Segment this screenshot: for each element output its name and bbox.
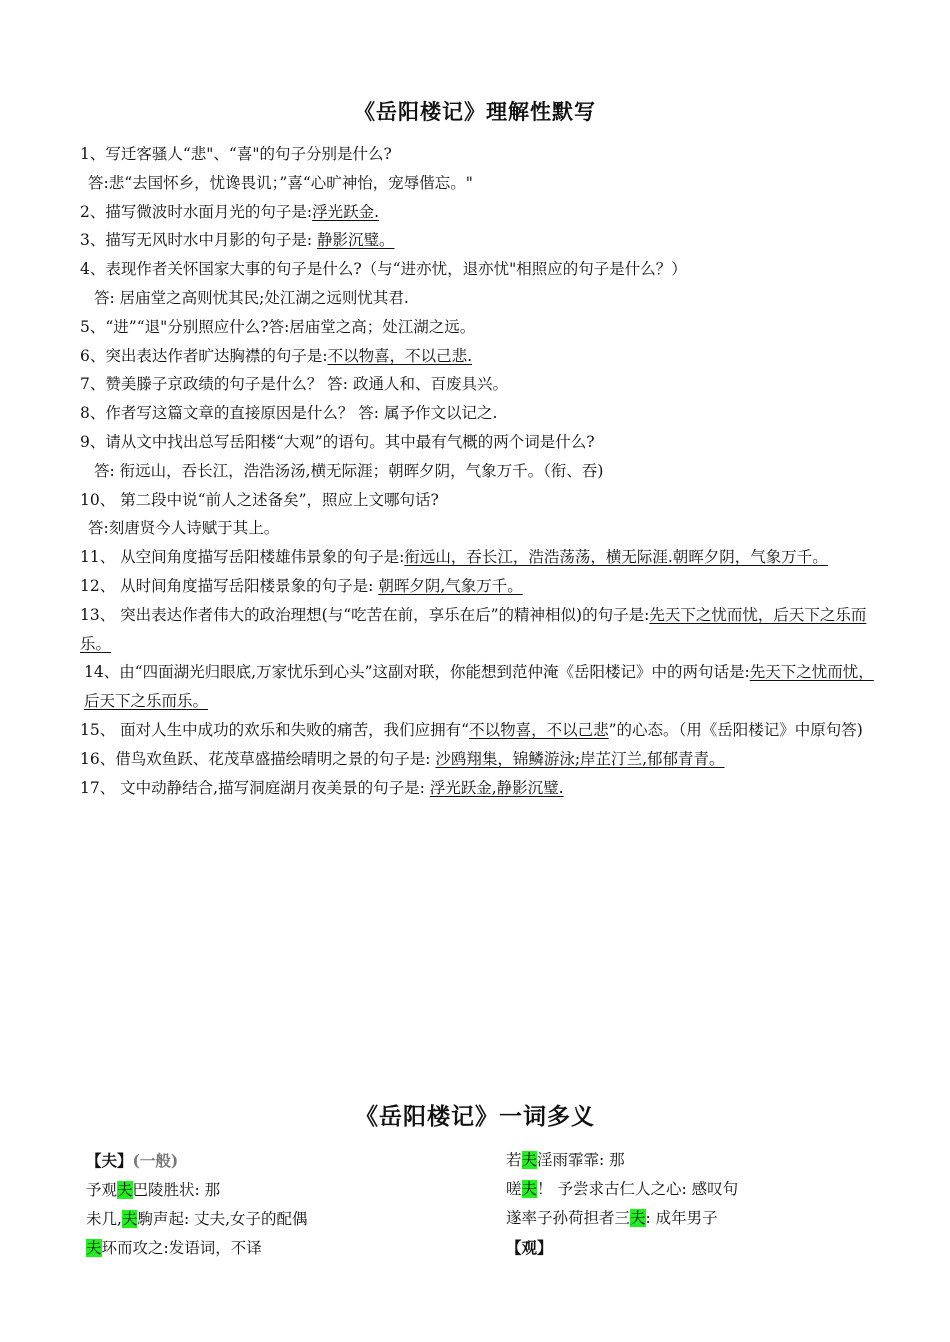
list-item xyxy=(80,313,880,342)
list-item xyxy=(80,140,880,169)
answer-line xyxy=(80,514,880,543)
example-line xyxy=(86,1234,308,1263)
question-text: 15、 面对人生中成功的欢乐和失败的痛苦，我们应拥有“ xyxy=(80,720,470,739)
polysemy-right-column xyxy=(506,1146,738,1263)
answer-underlined: 浮光跃金,静影沉璧. xyxy=(429,778,564,797)
example-post: 环而攻之:发语词，不译 xyxy=(101,1239,262,1257)
answer-underlined: 浮光跃金. xyxy=(312,202,380,221)
section-title-comprehension: 《岳阳楼记》理解性默写 xyxy=(354,100,596,124)
example-post: 駒声起: 丈夫,女子的配偶 xyxy=(137,1210,308,1228)
highlighted-word: 夫 xyxy=(521,1151,538,1169)
answer-underlined: 先天下之忧而忧，后天下之乐而乐。 xyxy=(84,663,874,711)
answer-underlined: 静影沉璧。 xyxy=(317,231,395,250)
answer-line xyxy=(80,169,880,198)
question-text: 14、由“四面湖光归眼底,万家忧乐到心头”这副对联，你能想到范仲淹《岳阳楼记》中的两句话是: xyxy=(84,663,750,682)
question-tail: ”的心态。（用《岳阳楼记》中原句答) xyxy=(608,720,863,739)
term-note: (一般) xyxy=(132,1151,179,1170)
question-text: 7、赞美滕子京政绩的句子是什么？ 答: 政通人和、百废具兴。 xyxy=(80,375,508,394)
question-text: 16、借鸟欢鱼跃、花茂草盛描绘晴明之景的句子是: xyxy=(80,749,436,768)
question-text: 2、描写微波时水面月光的句子是: xyxy=(80,202,313,221)
example-post: 淫雨霏霏: 那 xyxy=(537,1151,625,1169)
list-item xyxy=(80,255,880,284)
question-text: 6、突出表达作者旷达胸襟的句子是: xyxy=(80,346,328,365)
question-text: 10、 第二段中说“前人之述备矣”，照应上文哪句话? xyxy=(80,490,439,509)
answer-text: 答:刻唐贤今人诗赋于其上。 xyxy=(88,519,280,538)
example-line xyxy=(506,1146,738,1175)
list-item xyxy=(80,399,880,428)
highlighted-word: 夫 xyxy=(117,1181,133,1199)
answer-underlined: 不以物喜，不以己悲 xyxy=(469,720,609,739)
list-item xyxy=(80,342,880,371)
highlighted-word: 夫 xyxy=(121,1210,138,1228)
list-item xyxy=(80,198,880,227)
example-post: : 成年男子 xyxy=(645,1209,718,1227)
list-item xyxy=(80,774,880,803)
list-item xyxy=(80,658,880,716)
question-text: 5、“进”“退"分别照应什么?答:居庙堂之高；处江湖之远。 xyxy=(80,317,476,336)
qa-list xyxy=(80,140,880,802)
list-item xyxy=(80,428,880,457)
answer-underlined: 沙鸥翔集，锦鳞游泳;岸芷汀兰,郁郁青青。 xyxy=(435,749,725,768)
example-pre: 若 xyxy=(506,1151,522,1169)
question-text: 13、 突出表达作者伟大的政治理想(与“吃苦在前，享乐在后”的精神相似)的句子是: xyxy=(80,605,650,624)
example-post: ！ 予尝求古仁人之心: 感叹句 xyxy=(537,1180,739,1198)
highlighted-word: 夫 xyxy=(521,1180,538,1198)
answer-underlined: 不以物喜，不以己悲. xyxy=(327,346,473,365)
list-item xyxy=(80,716,880,745)
question-text: 8、作者写这篇文章的直接原因是什么？ 答: 属予作文以记之. xyxy=(80,404,498,423)
example-post: 巴陵胜状: 那 xyxy=(132,1181,221,1199)
answer-underlined: 衔远山，吞长江，浩浩荡荡，横无际涯.朝晖夕阴，气象万千。 xyxy=(404,548,828,567)
question-text: 3、描写无风时水中月影的句子是: xyxy=(80,231,318,250)
example-pre: 未几, xyxy=(86,1210,122,1228)
answer-text: 答: 衔远山，吞长江，浩浩汤汤,横无际涯；朝晖夕阴，气象万千。（衔、吞) xyxy=(94,461,604,480)
polysemy-left-column xyxy=(86,1146,308,1263)
list-item xyxy=(80,543,880,572)
example-pre: 遂率子孙荷担者三 xyxy=(506,1209,631,1227)
question-text: 12、 从时间角度描写岳阳楼景象的句子是: xyxy=(80,576,379,595)
example-line xyxy=(506,1204,738,1233)
section-title-polysemy: 《岳阳楼记》一词多义 xyxy=(355,1104,595,1130)
question-text: 1、写迁客骚人“悲"、“喜"的句子分别是什么? xyxy=(80,145,392,163)
list-item xyxy=(80,226,880,255)
list-item xyxy=(80,370,880,399)
example-pre: 予观 xyxy=(86,1181,118,1199)
term-heading xyxy=(506,1233,738,1263)
answer-underlined: 朝晖夕阴,气象万千。 xyxy=(378,576,523,595)
answer-line xyxy=(80,457,880,486)
example-line xyxy=(506,1175,738,1204)
list-item xyxy=(80,745,880,774)
term-head: 【夫】 xyxy=(86,1151,133,1170)
term-heading xyxy=(86,1146,308,1176)
answer-text: 答:悲“去国怀乡，忧谗畏讥；”喜“心旷神怡，宠辱偕忘。" xyxy=(88,173,473,192)
list-item xyxy=(80,601,880,659)
highlighted-word: 夫 xyxy=(630,1209,646,1227)
list-item xyxy=(80,486,880,515)
question-text: 4、表现作者关怀国家大事的句子是什么?（与“进亦忧，退亦忧"相照应的句子是什么？） xyxy=(80,260,687,279)
answer-text: 答: 居庙堂之高则忧其民;处江湖之远则忧其君. xyxy=(94,288,409,307)
example-line xyxy=(86,1205,308,1234)
example-line xyxy=(86,1176,308,1205)
term-head: 【观】 xyxy=(506,1238,553,1257)
question-text: 17、 文中动静结合,描写洞庭湖月夜美景的句子是: xyxy=(80,778,430,797)
example-pre: 嗟 xyxy=(506,1180,522,1198)
question-text: 9、请从文中找出总写岳阳楼“大观”的语句。其中最有气概的两个词是什么? xyxy=(80,432,595,451)
question-text: 11、 从空间角度描写岳阳楼雄伟景象的句子是: xyxy=(80,548,405,567)
list-item xyxy=(80,572,880,601)
answer-line xyxy=(80,284,880,313)
answer-underlined: 先天下之忧而忧，后天下之乐而乐。 xyxy=(80,605,867,653)
highlighted-word: 夫 xyxy=(86,1239,102,1257)
